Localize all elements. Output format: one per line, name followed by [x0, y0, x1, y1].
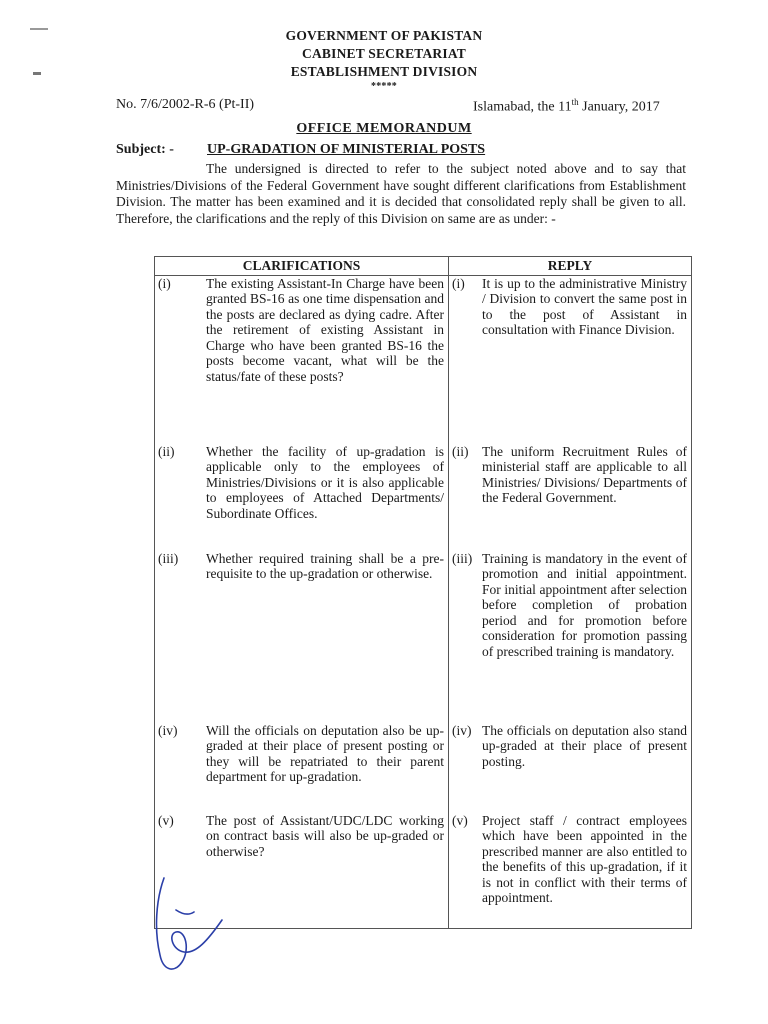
row-number: (iv) [158, 722, 178, 738]
reply-text: The uniform Recruitment Rules of ministerial staff are applicable to all Ministries/ Divisions/ Departments of the Federal Government. [482, 443, 687, 505]
table-row [155, 551, 692, 723]
column-header-reply: REPLY [449, 257, 692, 276]
table-row [155, 275, 692, 444]
reply-text: It is up to the administrative Ministry / Division to convert the same post in to the post of Assistant in consultation with Finance Division. [482, 275, 687, 337]
reply-number: (ii) [452, 443, 469, 459]
table-row [155, 444, 692, 551]
header-division: ESTABLISHMENT DIVISION [290, 64, 478, 79]
row-number: (ii) [158, 443, 175, 459]
header-government: GOVERNMENT OF PAKISTAN [285, 28, 483, 43]
column-header-clarifications: CLARIFICATIONS [155, 257, 449, 276]
reply-text: Training is mandatory in the event of promotion and initial appointment. For initial appointment after selection before completion of probation period and for promotion before consideration for promotion passing of prescribed training is mandatory. [482, 550, 687, 659]
clarifications-table [154, 256, 692, 929]
signature-icon [146, 870, 226, 980]
reply-number: (iii) [452, 550, 473, 566]
memo-date: Islamabad, the 11th January, 2017 [473, 97, 660, 115]
table-row [155, 813, 692, 929]
memo-title: OFFICE MEMORANDUM [296, 121, 472, 136]
row-number: (iii) [158, 550, 179, 566]
reply-text: The officials on deputation also stand up-graded at their place of present posting. [482, 722, 687, 769]
clarification-text: The post of Assistant/UDC/LDC working on contract basis will also be up-graded or otherwise? [206, 812, 444, 859]
intro-paragraph: The undersigned is directed to refer to the subject noted above and to say that Ministries/Divisions of the Federal Government have sought different clarifications from Establishment Division. The matter has been examined and it is decided that consolidated reply shall be given to all. Therefore, the clarifications and the reply of this Division on same are as under: - [116, 161, 686, 226]
clarification-text: Will the officials on deputation also be up-graded at their place of present posting or they will be repatriated to their parent department for up-gradation. [206, 722, 444, 784]
reply-text: Project staff / contract employees which have been appointed in the prescribed manner are also entitled to the benefits of this up-gradation, if it is not in conflict with their terms of appointment. [482, 812, 687, 905]
clarification-text: Whether the facility of up-gradation is applicable only to the employees of Ministries/Divisions or it is also applicable to employees of Attached Departments/ Subordinate Offices. [206, 443, 444, 521]
header-stars: ***** [371, 81, 397, 92]
reference-number: No. 7/6/2002-R-6 (Pt-II) [116, 97, 255, 112]
row-number: (i) [158, 275, 171, 291]
clarification-text: The existing Assistant-In Charge have been granted BS-16 as one time dispensation and the posts are declared as dying cadre. After the retirement of existing Assistant in Charge who have been granted BS-16 the posts become vacant, what will be the status/fate of these posts? [206, 275, 444, 384]
header-cabinet: CABINET SECRETARIAT [302, 46, 466, 61]
reply-number: (v) [452, 812, 468, 828]
table-row [155, 723, 692, 813]
subject-text: UP-GRADATION OF MINISTERIAL POSTS [207, 142, 486, 157]
reply-number: (iv) [452, 722, 472, 738]
reply-number: (i) [452, 275, 465, 291]
clarification-text: Whether required training shall be a pre-requisite to the up-gradation or otherwise. [206, 550, 444, 581]
subject-label: Subject: - [116, 142, 174, 157]
row-number: (v) [158, 812, 174, 828]
